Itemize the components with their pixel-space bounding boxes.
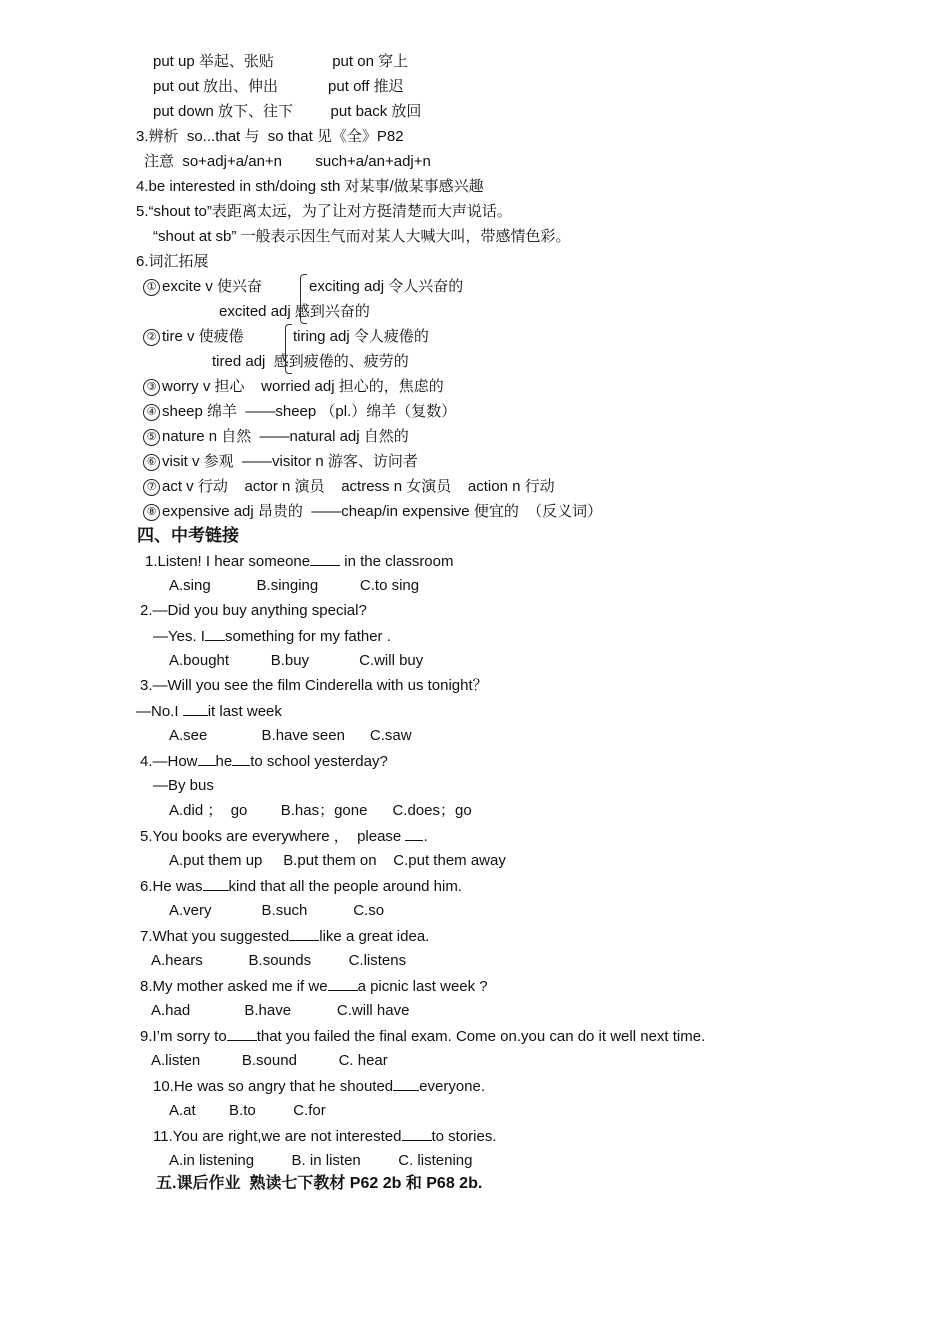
section-title: 四、中考链接 (137, 526, 239, 545)
note-line: 6.词汇拓展 (136, 253, 209, 270)
marker-4: ④ (143, 404, 160, 421)
question-1: 1.Listen! I hear someone in the classroom (145, 553, 454, 570)
answer-blank (227, 1026, 257, 1041)
answer-blank (328, 976, 358, 991)
question-2-reply: —Yes. I something for my father . (153, 628, 391, 645)
homework-title: 五.课后作业 熟读七下教材 P62 2b 和 P68 2b. (156, 1175, 483, 1192)
question-3: 3.—Will you see the film Cinderella with us tonight？ (140, 677, 488, 694)
options: A.put them up B.put them on C.put them away (169, 852, 506, 869)
vocab-item: ④ sheep 绵羊 ——sheep （pl.）绵羊（复数） (143, 402, 456, 422)
answer-blank (232, 751, 250, 766)
question-2: 2.—Did you buy anything special? (140, 602, 367, 619)
options: A.listen B.sound C. hear (151, 1052, 388, 1069)
note-line: 4.be interested in sth/doing sth 对某事/做某事感兴趣 (136, 178, 484, 195)
options: A.sing B.singing C.to sing (169, 577, 420, 594)
vocab-item: tired adj 感到疲倦的、疲劳的 (212, 353, 409, 370)
answer-blank (402, 1126, 432, 1141)
options: A.bought B.buy C.will buy (169, 652, 424, 669)
question-9: 9.I’m sorry to that you failed the final exam. Come on.you can do it well next time. (140, 1028, 706, 1045)
options: A.had B.have C.will have (151, 1002, 410, 1019)
note-line: “shout at sb” 一般表示因生气而对某人大喊大叫，带感情色彩。 (153, 228, 571, 245)
question-7: 7.What you suggested like a great idea. (140, 928, 430, 945)
vocab-item: ② tire v 使疲倦 (143, 327, 244, 347)
phrase-line: put up 举起、张贴 put on 穿上 (153, 53, 409, 70)
answer-blank (393, 1076, 419, 1091)
marker-8: ⑧ (143, 504, 160, 521)
answer-blank (205, 626, 225, 641)
phrase-line: put out 放出、伸出 put off 推迟 (153, 78, 404, 95)
note-line: 注意 so+adj+a/an+n such+a/an+adj+n (144, 153, 431, 170)
question-10: 10.He was so angry that he shouted everyone. (153, 1078, 486, 1095)
options: A.see B.have seen C.saw (169, 727, 412, 744)
vocab-item: ⑥ visit v 参观 ——visitor n 游客、访问者 (143, 452, 418, 472)
vocab-item: ⑦ act v 行动 actor n 演员 actress n 女演员 action n 行动 (143, 477, 555, 497)
vocab-item: ① excite v 使兴奋 (143, 277, 262, 297)
vocab-item: ⑤ nature n 自然 ——natural adj 自然的 (143, 427, 409, 447)
vocab-item: excited adj 感到兴奋的 (219, 303, 370, 320)
question-8: 8.My mother asked me if we a picnic last week ? (140, 978, 488, 995)
question-3-reply: —No.I it last week (136, 703, 282, 720)
marker-1: ① (143, 279, 160, 296)
question-5: 5.You books are everywhere ， please . (140, 828, 428, 845)
options: A.did ； go B.has；gone C.does；go (169, 802, 472, 819)
question-6: 6.He was kind that all the people around him. (140, 878, 463, 895)
note-line: 3.辨析 so...that 与 so that 见《全》P82 (136, 128, 404, 145)
note-line: 5.“shout to”表距离太远，为了让对方挺清楚而大声说话。 (136, 203, 512, 220)
options: A.in listening B. in listen C. listening (169, 1152, 473, 1169)
question-4: 4.—How he to school yesterday? (140, 753, 388, 770)
options: A.hears B.sounds C.listens (151, 952, 407, 969)
options: A.at B.to C.for (169, 1102, 326, 1119)
marker-6: ⑥ (143, 454, 160, 471)
phrase-line: put down 放下、往下 put back 放回 (153, 103, 422, 120)
marker-5: ⑤ (143, 429, 160, 446)
options: A.very B.such C.so (169, 902, 385, 919)
answer-blank (310, 551, 340, 566)
answer-blank (203, 876, 229, 891)
answer-blank (405, 826, 423, 841)
vocab-item: ③ worry v 担心 worried adj 担心的，焦虑的 (143, 377, 444, 397)
marker-3: ③ (143, 379, 160, 396)
answer-blank (198, 751, 216, 766)
vocab-item: exciting adj 令人兴奋的 (309, 278, 464, 295)
answer-blank (183, 701, 208, 716)
answer-blank (289, 926, 319, 941)
vocab-item: tiring adj 令人疲倦的 (293, 328, 429, 345)
marker-7: ⑦ (143, 479, 160, 496)
question-4-reply: —By bus (153, 777, 214, 794)
marker-2: ② (143, 329, 160, 346)
question-11: 11.You are right,we are not interested to stories. (153, 1128, 497, 1145)
vocab-item: ⑧ expensive adj 昂贵的 ——cheap/in expensive 便宜的 （反义词） (143, 502, 602, 522)
